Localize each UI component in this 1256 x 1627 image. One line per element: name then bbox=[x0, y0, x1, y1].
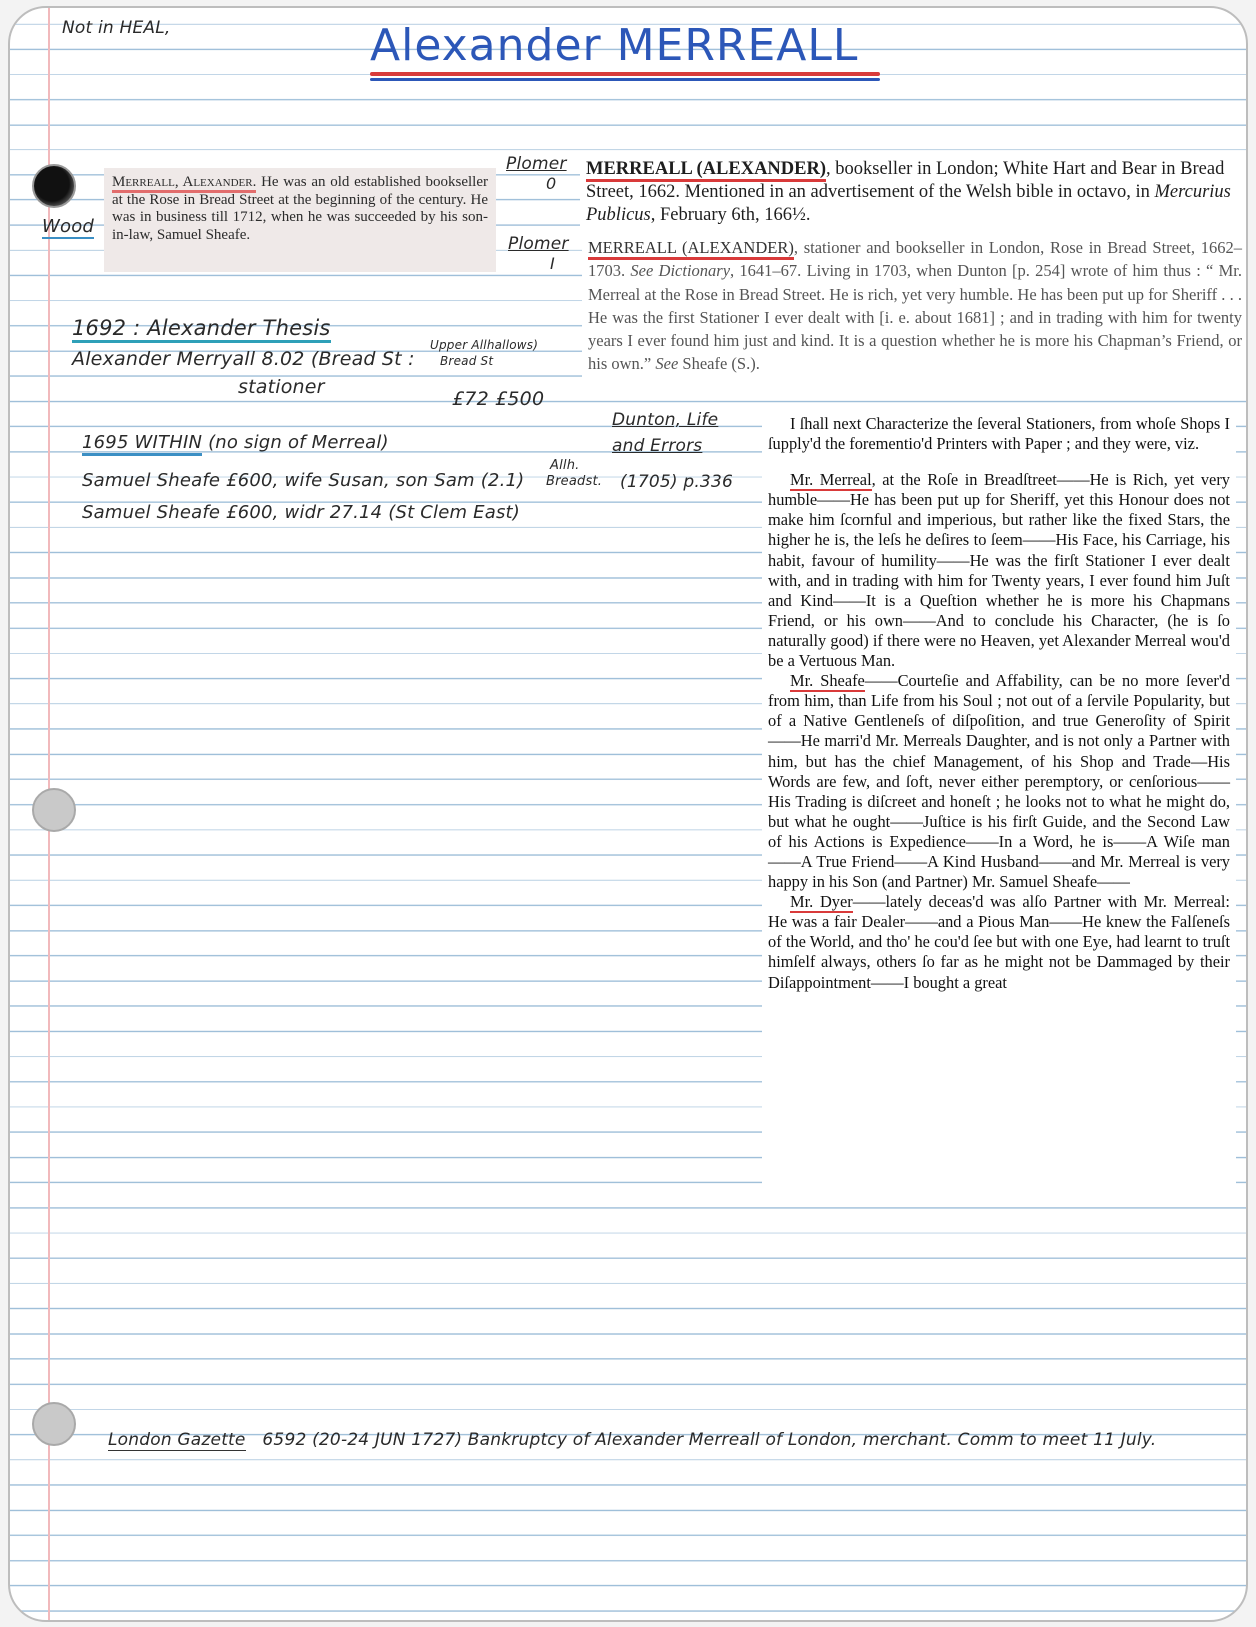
plomer-1-text-1: , stationer and bookseller in London, Rose in Bread Street, 1662–1703. bbox=[588, 238, 1242, 281]
dunton-name-merreal: Mr. Merreal bbox=[790, 470, 872, 490]
dunton-name-dyer: Mr. Dyer bbox=[790, 892, 853, 912]
margin-label-plomer-1: Plomer bbox=[508, 234, 569, 254]
margin-label-dunton-b: and Errors bbox=[612, 436, 703, 456]
dunton-para-4-text: ——lately deceas'd was alſo Partner with Mr. Merreal: He was a fair Dealer——and a Pious Man——He knew the Falſeneſs of the World, and tho' he cou'd ſee but with one Eye, had learnt to truſt himſelf always, others ſo far as he might not be Dammaged by their Diſappointment——I bought a great bbox=[768, 892, 1230, 992]
plomer-1-see-2: See bbox=[655, 354, 679, 374]
dunton-para-3 bbox=[768, 671, 1230, 892]
thesis-parish-a: Upper Allhallows) bbox=[430, 338, 539, 352]
dunton-para-3-text: ——Courteſie and Affability, can be no more ſever'd from him, than Life from his Soul ; not out of a ſervile Popularity, but of a Native Gentleneſs of diſpoſition, and true Generoſity of Spirit——He marri'd Mr. Merreals Daughter, and is not only a Partner with him, but has the chief Management, of his Shop and Trade—His Words are few, and ſoft, never either peremptory, or cenſorious——His Trading is diſcreet and honeſt ; he looks not to what he might do, but what he ought——Juſtice is his firſt Guide, and the Second Law of his Actions is Expedience——In a Word, he is——A Wiſe man——A True Friend——A Kind Husband——and Mr. Merreal is very happy in his Son (and Partner) Mr. Samuel Sheafe—— bbox=[768, 671, 1231, 892]
plomer-0-text-2: , February 6th, 166½. bbox=[650, 205, 811, 225]
plomer-1-clipping bbox=[582, 234, 1248, 398]
dunton-para-2-text: , at the Roſe in Breadſtreet——He is Rich, yet very humble——He has been put up for Sheriff, yet this Honour does not make him ſcornful and imperious, but rather like the fixed Stars, the higher he is, the leſs he deſires to ſeem——His Face, his Carriage, his habit, favour of humility——He was the firſt Stationer I ever dealt with, and in trading with him for Twenty years, I ever found him Juſt and Kind——It is a Queſtion whether he is more his Chapmans Friend, or his own——And to conclude his Character, (he is ſo naturally good) if there were no Heaven, yet Alexander Merreal wou'd be a Vertuous Man. bbox=[768, 470, 1230, 671]
header-note: Not in HEAL, bbox=[62, 18, 171, 38]
title-underline-red bbox=[370, 72, 880, 76]
dunton-name-sheafe: Mr. Sheafe bbox=[790, 671, 865, 691]
sheafe-entry-2: Samuel Sheafe £600, widr 27.14 (St Clem East) bbox=[82, 502, 521, 523]
margin-label-plomer-0-num: 0 bbox=[546, 174, 557, 193]
thesis-heading: 1692 : Alexander Thesis bbox=[72, 316, 331, 343]
plomer-0-head: MERREALL (ALEXANDER) bbox=[586, 159, 826, 182]
margin-label-dunton-a: Dunton, Life bbox=[612, 410, 719, 430]
page-title: Alexander MERREALL bbox=[370, 20, 859, 71]
dunton-para-4 bbox=[768, 892, 1230, 992]
wood-entry-head: Merreall, Alexander. bbox=[112, 174, 256, 193]
within-heading: 1695 WITHIN bbox=[82, 432, 202, 456]
plomer-1-text-3: Sheafe (S.). bbox=[678, 354, 760, 374]
thesis-parish-b: Bread St bbox=[440, 354, 494, 368]
binder-hole-bottom bbox=[32, 1402, 76, 1446]
title-underline-blue bbox=[370, 78, 880, 81]
footer-line bbox=[108, 1430, 1156, 1450]
thesis-amounts: £72 £500 bbox=[452, 388, 545, 410]
margin-label-plomer-0: Plomer bbox=[506, 154, 567, 174]
dunton-clipping bbox=[762, 410, 1236, 1200]
sheafe-parish-b: Breadst. bbox=[546, 474, 603, 489]
thesis-occupation: stationer bbox=[238, 376, 325, 398]
margin-label-plomer-1-num: I bbox=[550, 254, 555, 273]
footer-text: 6592 (20-24 JUN 1727) Bankruptcy of Alexander Merreall of London, merchant. Comm to meet 11 July. bbox=[262, 1430, 1157, 1450]
wood-clipping bbox=[104, 168, 496, 272]
plomer-1-head: MERREALL (ALEXANDER) bbox=[588, 238, 794, 260]
plomer-1-see-1: See Dictionary bbox=[630, 261, 731, 281]
wood-entry-text: He was an old established bookseller at the Rose in Bread Street at the beginning of the century. He was in business till 1712, when he was succeeded by his son-in-law, Samuel Sheafe. bbox=[112, 174, 488, 243]
thesis-line: Alexander Merryall 8.02 (Bread St : bbox=[72, 348, 415, 370]
within-line bbox=[82, 432, 389, 453]
dunton-reference: (1705) p.336 bbox=[620, 472, 733, 492]
margin-label-wood: Wood bbox=[42, 216, 95, 237]
binder-hole-top bbox=[32, 164, 76, 208]
plomer-0-text-1: , bookseller in London; White Hart and Bear in Bread Street, 1662. Mentioned in an advertisement of the Welsh bible in octavo, in bbox=[586, 159, 1225, 202]
dunton-para-2 bbox=[768, 470, 1230, 671]
dunton-para-1: I ſhall next Characterize the ſeveral Stationers, from whoſe Shops I ſupply'd the forementio'd Printers with Paper ; and they were, viz. bbox=[768, 414, 1230, 454]
plomer-0-clipping bbox=[580, 156, 1248, 226]
plomer-0-italic: Mercurius Publicus bbox=[586, 182, 1231, 225]
notebook-page bbox=[8, 6, 1248, 1622]
footer-source: London Gazette bbox=[108, 1430, 246, 1450]
sheafe-entry-1: Samuel Sheafe £600, wife Susan, son Sam (2.1) bbox=[82, 470, 525, 491]
plomer-1-text-2: , 1641–67. Living in 1703, when Dunton [p. 254] wrote of him thus : “ Mr. Merreal at the Rose in Bread Street. He is rich, yet very humble. He has been put up for Sheriff . . . He was the first Stationer I ever dealt with [i. e. about 1681] ; and in trading with him for twenty years I ever found him just and kind. It is a question whether he is more his Chapman’s Friend, or his own.” bbox=[588, 261, 1243, 374]
within-note: (no sign of Merreal) bbox=[208, 432, 389, 453]
binder-hole-middle bbox=[32, 788, 76, 832]
sheafe-parish-a: Allh. bbox=[550, 458, 580, 473]
